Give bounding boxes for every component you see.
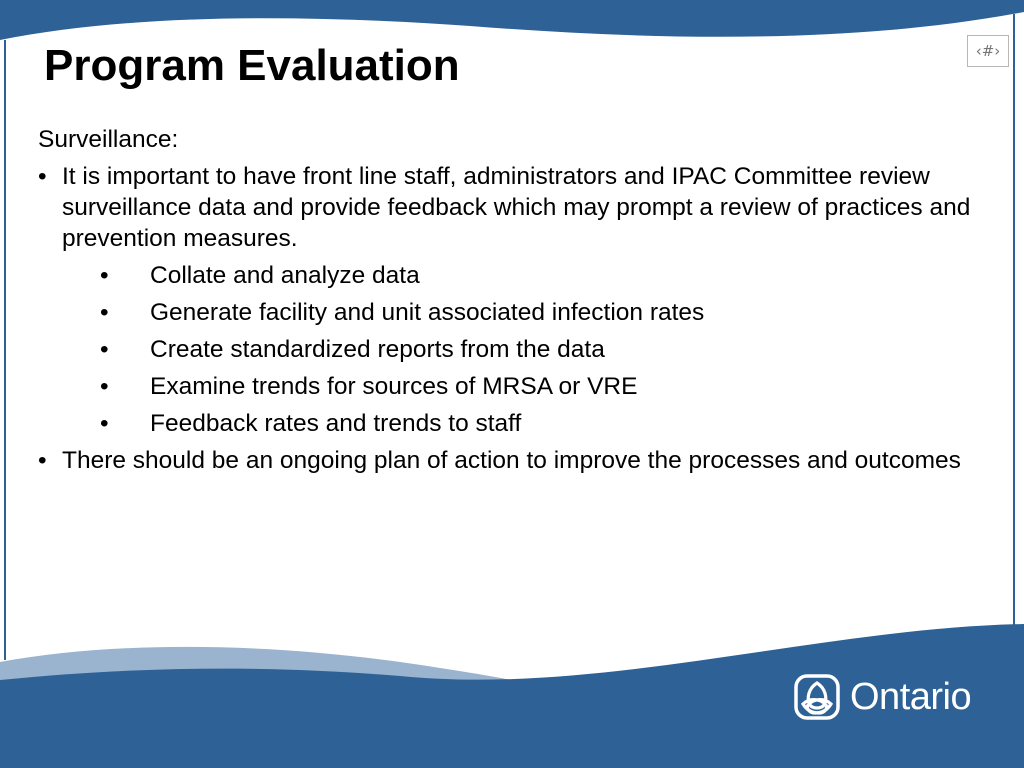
- slide-content: [38, 124, 978, 482]
- ontario-logo: [794, 673, 971, 721]
- section-heading: Surveillance:: [38, 126, 179, 153]
- sub-bullet-item: [62, 408, 978, 439]
- sub-bullet-item: [62, 297, 978, 328]
- top-wave-band: [0, 0, 1024, 40]
- sub-bullet-item: [62, 260, 978, 291]
- bullet-list: [38, 161, 978, 476]
- sub-bullet-list: [62, 260, 978, 439]
- sub-bullet-item: [62, 371, 978, 402]
- bullet-item: [38, 445, 978, 476]
- bullet-text: It is important to have front line staff, administrators and IPAC Committee review surveillance data and provide feedback which may prompt a review of practices and prevention measures.: [62, 163, 971, 252]
- sub-bullet-text: Feedback rates and trends to staff: [150, 410, 522, 437]
- sub-bullet-text: Create standardized reports from the data: [150, 336, 605, 363]
- trillium-icon: [794, 674, 840, 720]
- sub-bullet-text: Generate facility and unit associated infection rates: [150, 299, 705, 326]
- sub-bullet-marker: •: [100, 373, 109, 400]
- bullet-text: There should be an ongoing plan of action to improve the processes and outcomes: [62, 447, 961, 474]
- sub-bullet-marker: •: [100, 410, 109, 437]
- slide-title: Program Evaluation: [44, 41, 460, 90]
- bullet-marker: •: [38, 447, 47, 474]
- sub-bullet-marker: •: [100, 336, 109, 363]
- sub-bullet-text: Examine trends for sources of MRSA or VRE: [150, 373, 638, 400]
- logo-wordmark: Ontario: [850, 675, 972, 718]
- sub-bullet-item: [62, 334, 978, 365]
- sub-bullet-marker: •: [100, 299, 109, 326]
- slide-number-placeholder: ‹#›: [967, 35, 1009, 67]
- bullet-marker: •: [38, 163, 47, 190]
- bullet-item: [38, 161, 978, 439]
- sub-bullet-marker: •: [100, 262, 109, 289]
- sub-bullet-text: Collate and analyze data: [150, 262, 420, 289]
